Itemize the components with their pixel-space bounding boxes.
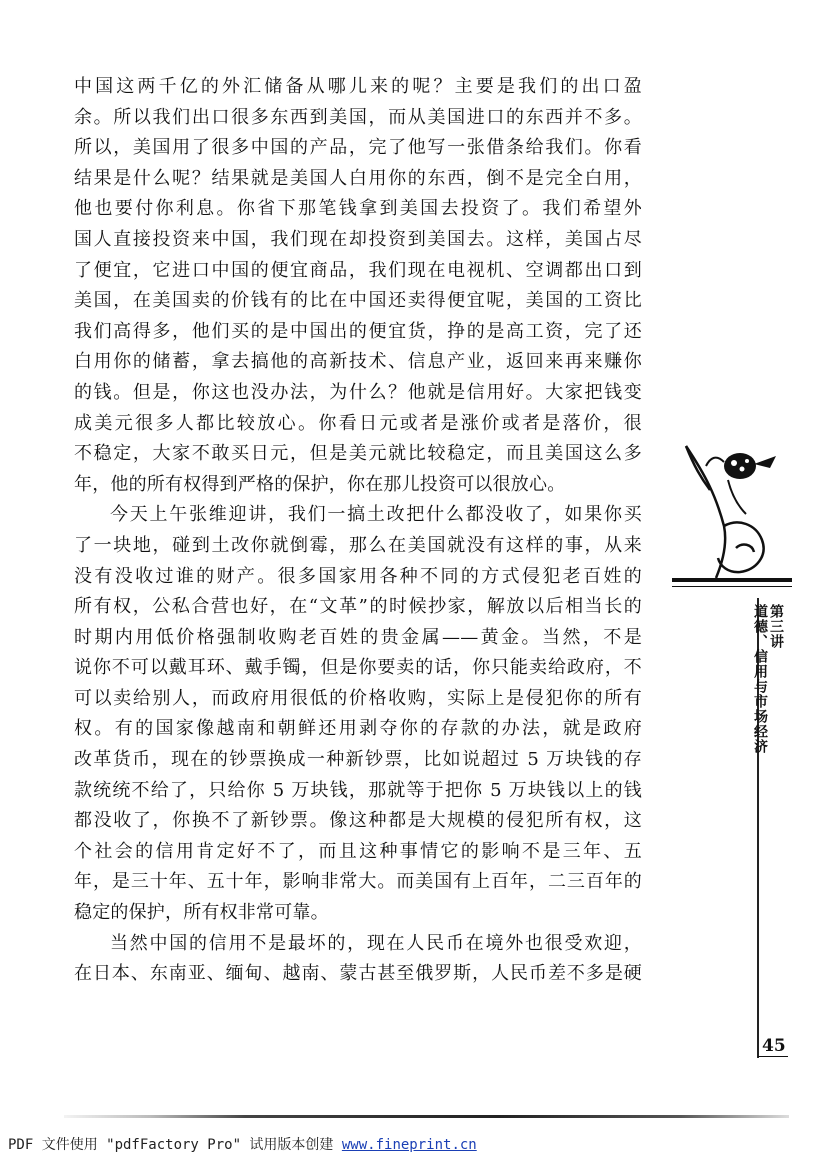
- text-line: 都没收了，你换不了新钞票。像这种都是大规模的侵犯所有权，这: [74, 810, 642, 832]
- text-line: 改革货币，现在的钞票换成一种新钞票，比如说超过 5 万块钱的存: [74, 749, 642, 771]
- footer-link[interactable]: www.fineprint.cn: [341, 1137, 477, 1153]
- text-line: 所有权，公私合营也好，在“文革”的时候抄家，解放以后相当长的: [74, 596, 642, 618]
- text-line: 稳定的保护，所有权非常可靠。: [74, 902, 329, 924]
- page-number: 45: [762, 1036, 786, 1056]
- text-line: 个社会的信用肯定好不了，而且这种事情它的影响不是三年、五: [74, 840, 642, 862]
- text-line: 成美元很多人都比较放心。你看日元或者是涨价或者是落价，很: [74, 412, 642, 434]
- text-line: 余。所以我们出口很多东西到美国，而从美国进口的东西并不多。: [74, 106, 642, 128]
- text-line: 在日本、东南亚、缅甸、越南、蒙古甚至俄罗斯，人民币差不多是硬: [74, 963, 642, 985]
- chapter-rule-thick: [672, 578, 792, 582]
- chapter-rule-thin: [672, 586, 792, 587]
- chapter-title: 道德、信用与市场经济: [752, 604, 768, 754]
- bottom-rule: [64, 1115, 789, 1118]
- pdf-footer: [8, 1134, 477, 1154]
- text-line: 中国这两千亿的外汇储备从哪儿来的呢？主要是我们的出口盈: [74, 76, 642, 97]
- text-line: 了便宜，它进口中国的便宜商品，我们现在电视机、空调都出口到: [74, 259, 642, 281]
- text-line: 时期内用低价格强制收购老百姓的贵金属——黄金。当然，不是: [74, 626, 642, 648]
- text-line: 款统统不给了，只给你 5 万块钱，那就等于把你 5 万块钱以上的钱: [74, 779, 642, 801]
- text-line: 美国，在美国卖的价钱有的比在中国还卖得便宜呢，美国的工资比: [74, 290, 642, 312]
- text-line: 当然中国的信用不是最坏的，现在人民币在境外也很受欢迎，: [110, 932, 642, 954]
- text-line: 的钱。但是，你这也没办法，为什么？他就是信用好。大家把钱变: [74, 381, 642, 403]
- text-line: 所以，美国用了很多中国的产品，完了他写一张借条给我们。你看: [74, 137, 642, 159]
- text-line: 权。有的国家像越南和朝鲜还用剥夺你的存款的办法，就是政府: [74, 718, 642, 740]
- text-line: 没有没收过谁的财产。很多国家用各种不同的方式侵犯老百姓的: [74, 565, 642, 587]
- text-line: 了一块地，碰到土改你就倒霉，那么在美国就没有这样的事，从来: [74, 534, 642, 556]
- chapter-label: 第三讲: [768, 604, 784, 649]
- text-line: 白用你的储蓄，拿去搞他的高新技术、信息产业，返回来再来赚你: [74, 351, 642, 373]
- chapter-running-head: [752, 604, 784, 754]
- text-line: 他也要付你利息。你省下那笔钱拿到美国去投资了。我们希望外: [74, 198, 642, 220]
- text-line: 不稳定，大家不敢买日元，但是美元就比较稳定，而且美国这么多: [74, 443, 642, 465]
- text-line: 可以卖给别人，而政府用很低的价格收购，实际上是侵犯你的所有: [74, 687, 642, 709]
- text-line: 国人直接投资来中国，我们现在却投资到美国去。这样，美国占尽: [74, 228, 642, 250]
- footer-prefix: PDF 文件使用 "pdfFactory Pro" 试用版本创建: [8, 1137, 342, 1153]
- text-line: 我们高得多，他们买的是中国出的便宜货，挣的是高工资，完了还: [74, 320, 642, 342]
- page-number-rule: [758, 1056, 788, 1057]
- body-text: [74, 72, 642, 990]
- text-line: 说你不可以戴耳环、戴手镯，但是你要卖的话，你只能卖给政府，不: [74, 657, 642, 679]
- decorative-bird-vignette-icon: [676, 436, 786, 586]
- text-line: 结果是什么呢？结果就是美国人白用你的东西，倒不是完全白用，: [74, 167, 642, 189]
- text-line: 年，他的所有权得到严格的保护，你在那儿投资可以很放心。: [74, 473, 566, 495]
- text-line: 今天上午张维迎讲，我们一搞土改把什么都没收了，如果你买: [110, 504, 642, 526]
- text-line: 年，是三十年、五十年，影响非常大。而美国有上百年，二三百年的: [74, 871, 642, 893]
